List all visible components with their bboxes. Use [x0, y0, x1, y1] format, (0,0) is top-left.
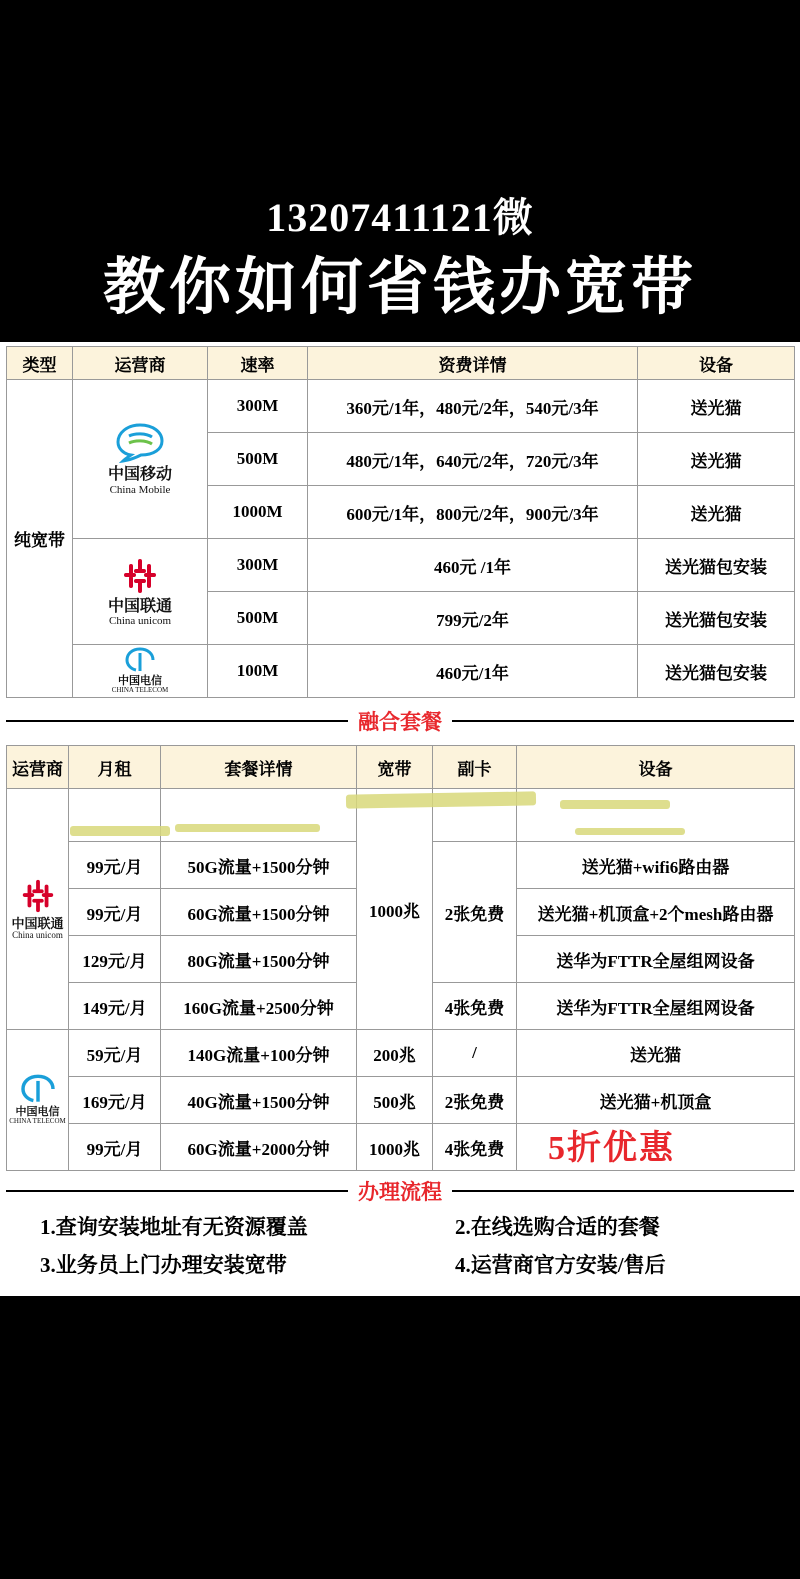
- page-title: 教你如何省钱办宽带: [102, 250, 697, 323]
- fee-cell: 799元/2年: [308, 592, 638, 645]
- fee-cell: 360元/1年，480元/2年，540元/3年: [308, 380, 638, 433]
- sub-card-cell: 2张免费: [433, 842, 517, 983]
- plan-detail-cell: 50G流量+1500分钟: [161, 842, 357, 889]
- table-row: [7, 539, 795, 592]
- empty-cell: [161, 789, 357, 842]
- operator-china-unicom: [7, 789, 69, 1030]
- device-cell: 送光猫: [638, 380, 795, 433]
- operator-name-cn: 中国电信: [15, 1106, 60, 1119]
- sub-card-cell: 4张免费: [433, 983, 517, 1030]
- broadband-cell: 500兆: [357, 1077, 433, 1124]
- plan-detail-cell: 160G流量+2500分钟: [161, 983, 357, 1030]
- th-speed: 速率: [208, 347, 308, 380]
- china-telecom-logo-icon: [18, 1074, 58, 1104]
- rent-cell: 99元/月: [69, 1124, 161, 1171]
- operator-china-unicom: [73, 539, 208, 645]
- table-row: [7, 1077, 795, 1124]
- sub-card-cell: 2张免费: [433, 1077, 517, 1124]
- broadband-cell: 1000兆: [357, 789, 433, 1030]
- operator-name-cn: 中国移动: [107, 466, 172, 484]
- speed-cell: 500M: [208, 433, 308, 486]
- device-cell: 送光猫包安装: [638, 645, 795, 698]
- divider-line-left: [6, 1190, 348, 1192]
- speed-cell: 100M: [208, 645, 308, 698]
- device-cell: 送光猫: [517, 1030, 795, 1077]
- table-header-row: [7, 746, 795, 789]
- th-device: 设备: [517, 746, 795, 789]
- rent-cell: 149元/月: [69, 983, 161, 1030]
- plan-detail-cell: 140G流量+100分钟: [161, 1030, 357, 1077]
- speed-cell: 500M: [208, 592, 308, 645]
- fee-cell: 460元 /1年: [308, 539, 638, 592]
- rent-cell: 129元/月: [69, 936, 161, 983]
- divider-line-left: [6, 720, 348, 722]
- table-header-row: [7, 347, 795, 380]
- operator-name-en: CHINA TELECOM: [111, 686, 169, 695]
- device-cell: 送华为FTTR全屋组网设备: [517, 983, 795, 1030]
- table-row: [7, 1124, 795, 1171]
- speed-cell: 1000M: [208, 486, 308, 539]
- china-telecom-logo-icon: [123, 647, 157, 673]
- operator-name-en: China unicom: [108, 615, 172, 628]
- device-cell: 送光猫包安装: [638, 592, 795, 645]
- process-steps-row: [6, 1246, 794, 1284]
- process-steps: [6, 1208, 794, 1284]
- sub-card-cell: 4张免费: [433, 1124, 517, 1171]
- th-monthly-rent: 月租: [69, 746, 161, 789]
- th-plan-detail: 套餐详情: [161, 746, 357, 789]
- divider-line-right: [452, 1190, 794, 1192]
- rent-cell: 99元/月: [69, 889, 161, 936]
- device-cell: 送光猫: [638, 433, 795, 486]
- th-operator: 运营商: [73, 347, 208, 380]
- rent-cell: 169元/月: [69, 1077, 161, 1124]
- process-steps-row: [6, 1208, 794, 1246]
- th-operator: 运营商: [7, 746, 69, 789]
- operator-name-en: China unicom: [12, 930, 63, 941]
- device-cell: 送光猫+wifi6路由器: [517, 842, 795, 889]
- highlighter-smudge: [560, 800, 670, 809]
- plan-detail-cell: 60G流量+1500分钟: [161, 889, 357, 936]
- process-step-1: 1.查询安装地址有无资源覆盖: [40, 1215, 308, 1239]
- process-step-4: 4.运营商官方安装/售后: [455, 1253, 666, 1277]
- operator-china-mobile: [73, 380, 208, 539]
- table-row: [7, 380, 795, 433]
- divider-label: 融合套餐: [358, 710, 442, 734]
- section-divider-bundle: [6, 708, 794, 734]
- plan-detail-cell: 40G流量+1500分钟: [161, 1077, 357, 1124]
- rent-cell: 99元/月: [69, 842, 161, 889]
- th-device: 设备: [638, 347, 795, 380]
- device-cell: 送华为FTTR全屋组网设备: [517, 936, 795, 983]
- operator-name-cn: 中国联通: [107, 597, 172, 615]
- process-step-3: 3.业务员上门办理安装宽带: [40, 1253, 287, 1277]
- device-cell: 送光猫: [638, 486, 795, 539]
- broadband-cell: 1000兆: [357, 1124, 433, 1171]
- device-cell: 送光猫包安装: [638, 539, 795, 592]
- table-row: [7, 645, 795, 698]
- speed-cell: 300M: [208, 539, 308, 592]
- operator-name-cn: 中国电信: [118, 675, 162, 688]
- plan-detail-cell: 80G流量+1500分钟: [161, 936, 357, 983]
- th-type: 类型: [7, 347, 73, 380]
- sub-card-cell: /: [433, 1030, 517, 1077]
- process-step-2: 2.在线选购合适的套餐: [455, 1215, 660, 1239]
- plan-detail-cell: 60G流量+2000分钟: [161, 1124, 357, 1171]
- th-sub-card: 副卡: [433, 746, 517, 789]
- operator-china-telecom: [73, 645, 208, 698]
- fee-cell: 600元/1年，800元/2年，900元/3年: [308, 486, 638, 539]
- section-divider-process: [6, 1178, 794, 1204]
- device-cell: 送光猫+机顶盒: [517, 1077, 795, 1124]
- highlighter-smudge: [575, 828, 685, 835]
- poster-header: [0, 186, 800, 342]
- table-row: [7, 1030, 795, 1077]
- device-cell: 送光猫+机顶盒+2个mesh路由器: [517, 889, 795, 936]
- highlighter-smudge: [70, 826, 170, 836]
- rent-cell: 59元/月: [69, 1030, 161, 1077]
- speed-cell: 300M: [208, 380, 308, 433]
- china-mobile-logo-icon: [113, 422, 167, 464]
- china-unicom-logo-icon: [114, 556, 166, 596]
- th-fee: 资费详情: [308, 347, 638, 380]
- broadband-cell: 200兆: [357, 1030, 433, 1077]
- discount-badge: 5折优惠: [548, 1130, 675, 1167]
- contact-phone: 13207411121微: [266, 195, 534, 240]
- fee-cell: 480元/1年，640元/2年，720元/3年: [308, 433, 638, 486]
- category-label: 纯宽带: [7, 380, 73, 698]
- operator-name-en: CHINA TELECOM: [9, 1117, 66, 1126]
- fee-cell: 460元/1年: [308, 645, 638, 698]
- operator-name-en: China Mobile: [109, 483, 171, 496]
- divider-label: 办理流程: [358, 1180, 442, 1204]
- operator-name-cn: 中国联通: [11, 915, 64, 931]
- highlighter-smudge: [175, 824, 320, 832]
- th-broadband: 宽带: [357, 746, 433, 789]
- broadband-only-table: [6, 346, 795, 698]
- bundle-plans-table: [6, 745, 795, 1171]
- divider-line-right: [452, 720, 794, 722]
- china-unicom-logo-icon: [13, 877, 63, 915]
- operator-china-telecom: [7, 1030, 69, 1171]
